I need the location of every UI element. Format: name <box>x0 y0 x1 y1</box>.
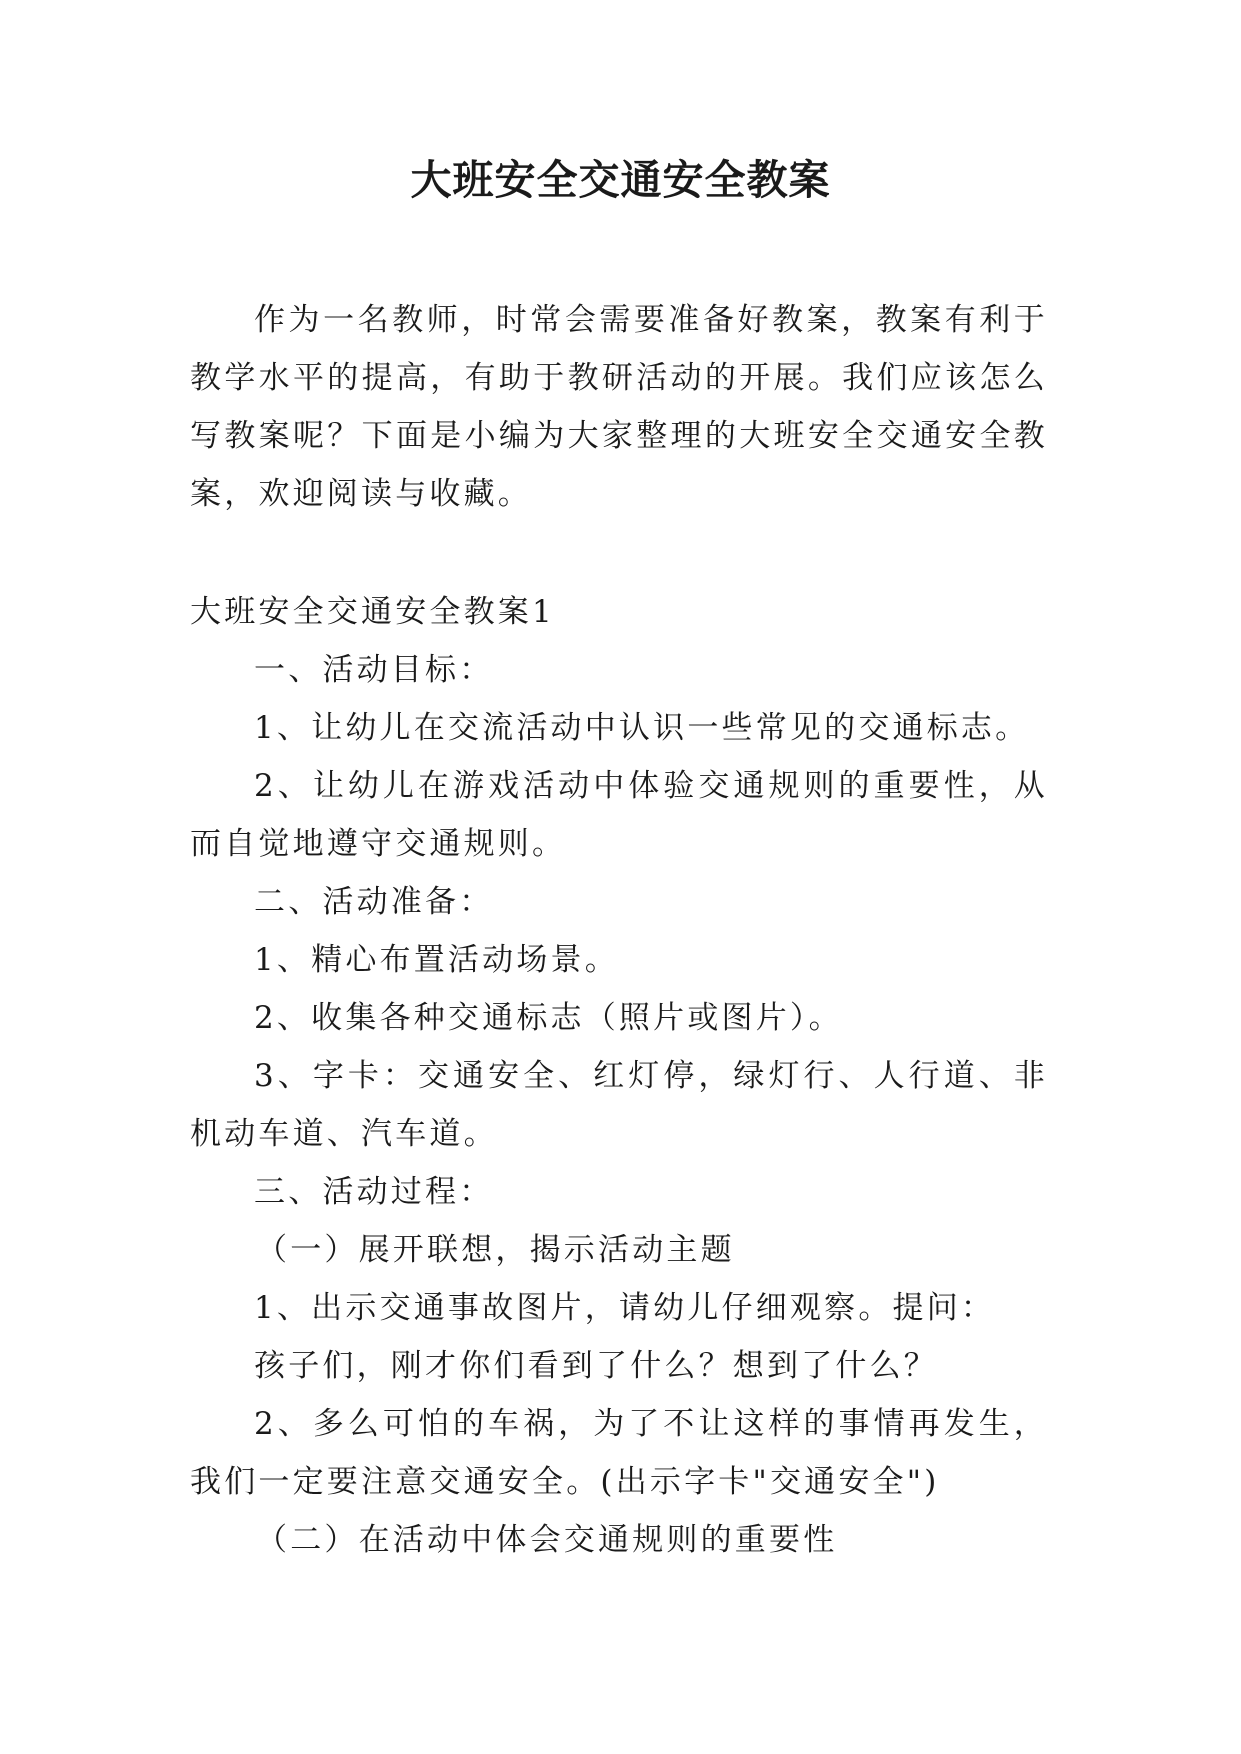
paragraph-prep-1: 1、精心布置活动场景。 <box>254 942 619 978</box>
section-heading: 大班安全交通安全教案1 <box>190 594 555 630</box>
paragraph-goal-1: 1、让幼儿在交流活动中认识一些常见的交通标志。 <box>254 710 1030 746</box>
document-body <box>190 291 1048 1569</box>
paragraph-activity-process: 三、活动过程： <box>254 1174 494 1210</box>
paragraph-process-step-2: 2、多么可怕的车祸，为了不让这样的事情再发生，我们一定要注意交通安全。(出示字卡"交通安全") <box>190 1406 1048 1500</box>
paragraph-activity-prep: 二、活动准备： <box>254 884 494 920</box>
paragraph-process-part-1: （一）展开联想，揭示活动主题 <box>256 1232 735 1268</box>
paragraph-activity-goals: 一、活动目标： <box>254 652 494 688</box>
document-title: 大班安全交通安全教案 <box>410 156 831 204</box>
paragraph-process-question: 孩子们，刚才你们看到了什么？想到了什么？ <box>254 1348 938 1384</box>
intro-paragraph: 作为一名教师，时常会需要准备好教案，教案有利于教学水平的提高，有助于教研活动的开展。我们应该怎么写教案呢？下面是小编为大家整理的大班安全交通安全教案，欢迎阅读与收藏。 <box>190 302 1048 512</box>
paragraph-process-step-1: 1、出示交通事故图片，请幼儿仔细观察。提问： <box>254 1290 996 1326</box>
paragraph-prep-2: 2、收集各种交通标志（照片或图片）。 <box>254 1000 843 1036</box>
paragraph-goal-2: 2、让幼儿在游戏活动中体验交通规则的重要性，从而自觉地遵守交通规则。 <box>190 768 1048 862</box>
paragraph-prep-3: 3、字卡：交通安全、红灯停，绿灯行、人行道、非机动车道、汽车道。 <box>190 1058 1048 1152</box>
paragraph-process-part-2: （二）在活动中体会交通规则的重要性 <box>256 1522 838 1558</box>
